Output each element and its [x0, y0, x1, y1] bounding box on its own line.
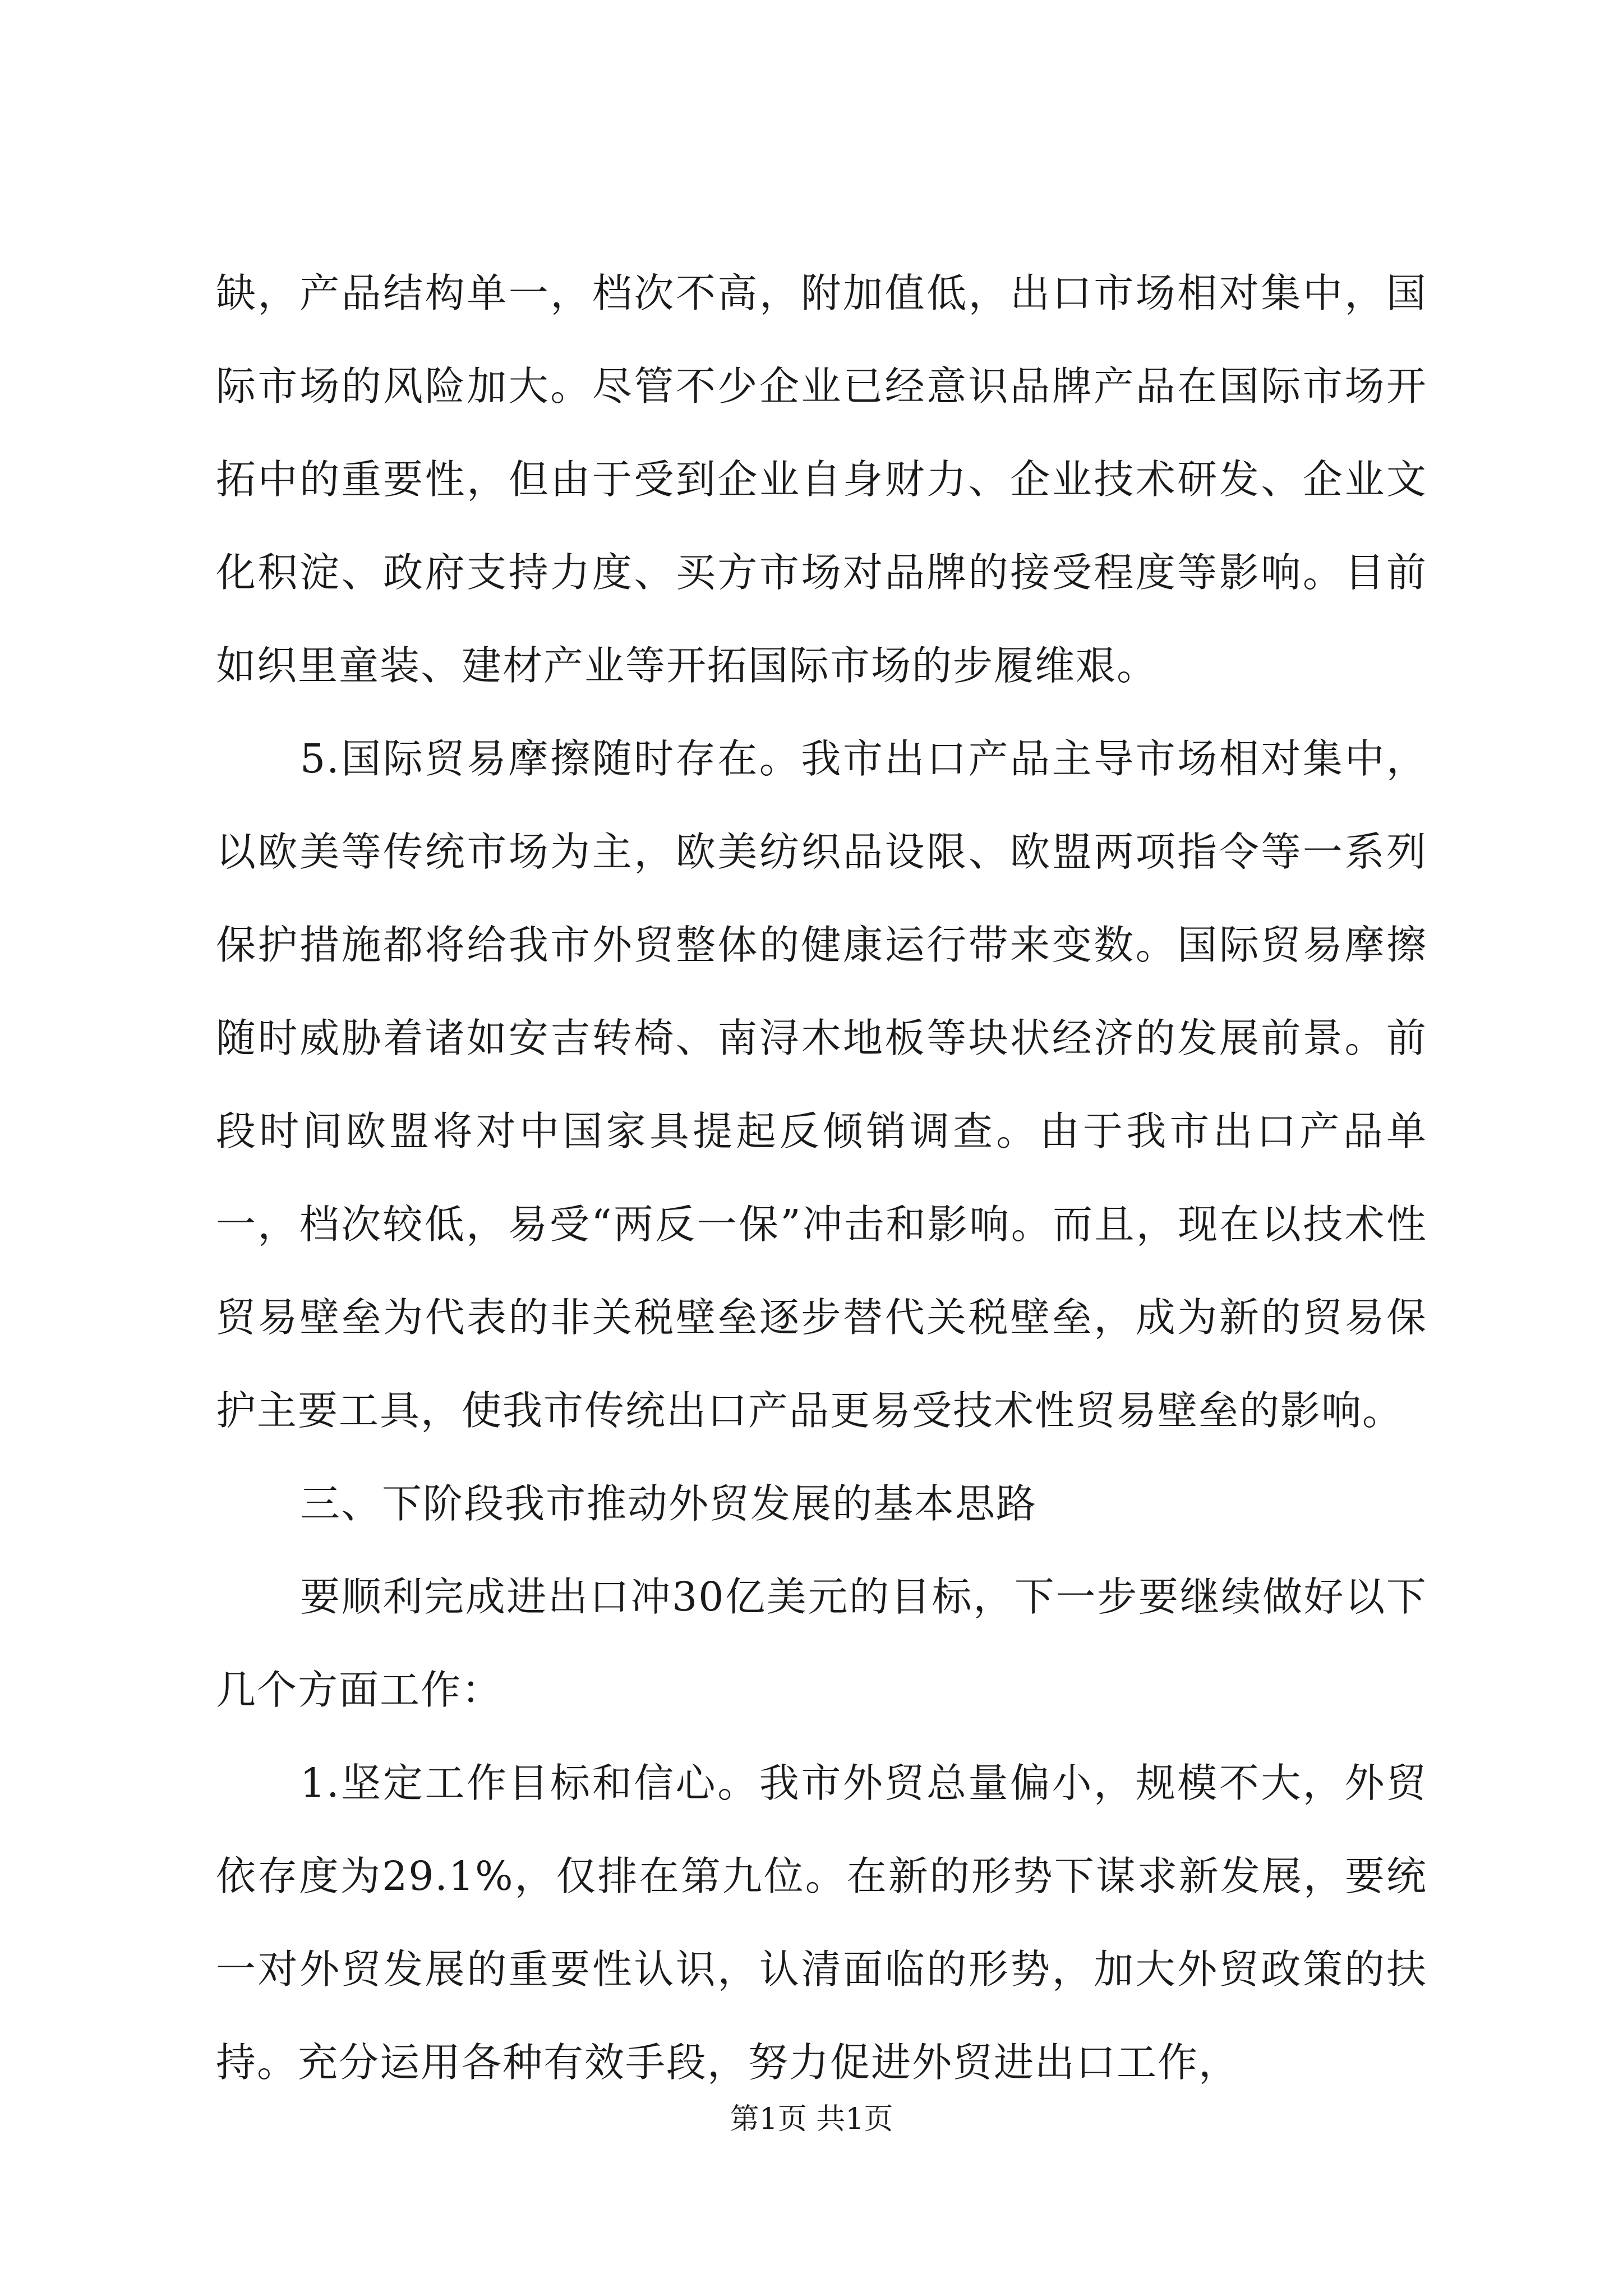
paragraph-2: 5.国际贸易摩擦随时存在。我市出口产品主导市场相对集中，以欧美等传统市场为主，欧美纺织品设限、欧盟两项指令等一系列保护措施都将给我市外贸整体的健康运行带来变数。国际贸易摩擦随时威胁着诸如安吉转椅、南浔木地板等块状经济的发展前景。前段时间欧盟将对中国家具提起反倾销调查。由于我市出口产品单一，档次较低，易受“两反一保”冲击和影响。而且，现在以技术性贸易壁垒为代表的非关税壁垒逐步替代关税壁垒，成为新的贸易保护主要工具，使我市传统出口产品更易受技术性贸易壁垒的影响。 — [216, 735, 1427, 1434]
paragraph-5: 1.坚定工作目标和信心。我市外贸总量偏小，规模不大，外贸依存度为29.1%，仅排在第九位。在新的形势下谋求新发展，要统一对外贸发展的重要性认识，认清面临的形势，加大外贸政策的扶持。充分运用各种有效手段，努力促进外贸进出口工作， — [216, 1760, 1427, 2086]
page-footer: 第1页 共1页 — [730, 2102, 893, 2136]
section-heading: 三、下阶段我市推动外贸发展的基本思路 — [300, 1480, 1038, 1527]
paragraph-4: 要顺利完成进出口冲30亿美元的目标，下一步要继续做好以下几个方面工作： — [216, 1573, 1427, 1713]
paragraph-1: 缺，产品结构单一，档次不高，附加值低，出口市场相对集中，国际市场的风险加大。尽管不少企业已经意识品牌产品在国际市场开拓中的重要性，但由于受到企业自身财力、企业技术研发、企业文化积淀、政府支持力度、买方市场对品牌的接受程度等影响。目前如织里童装、建材产业等开拓国际市场的步履维艰。 — [216, 270, 1427, 689]
document-body — [216, 247, 1427, 2109]
